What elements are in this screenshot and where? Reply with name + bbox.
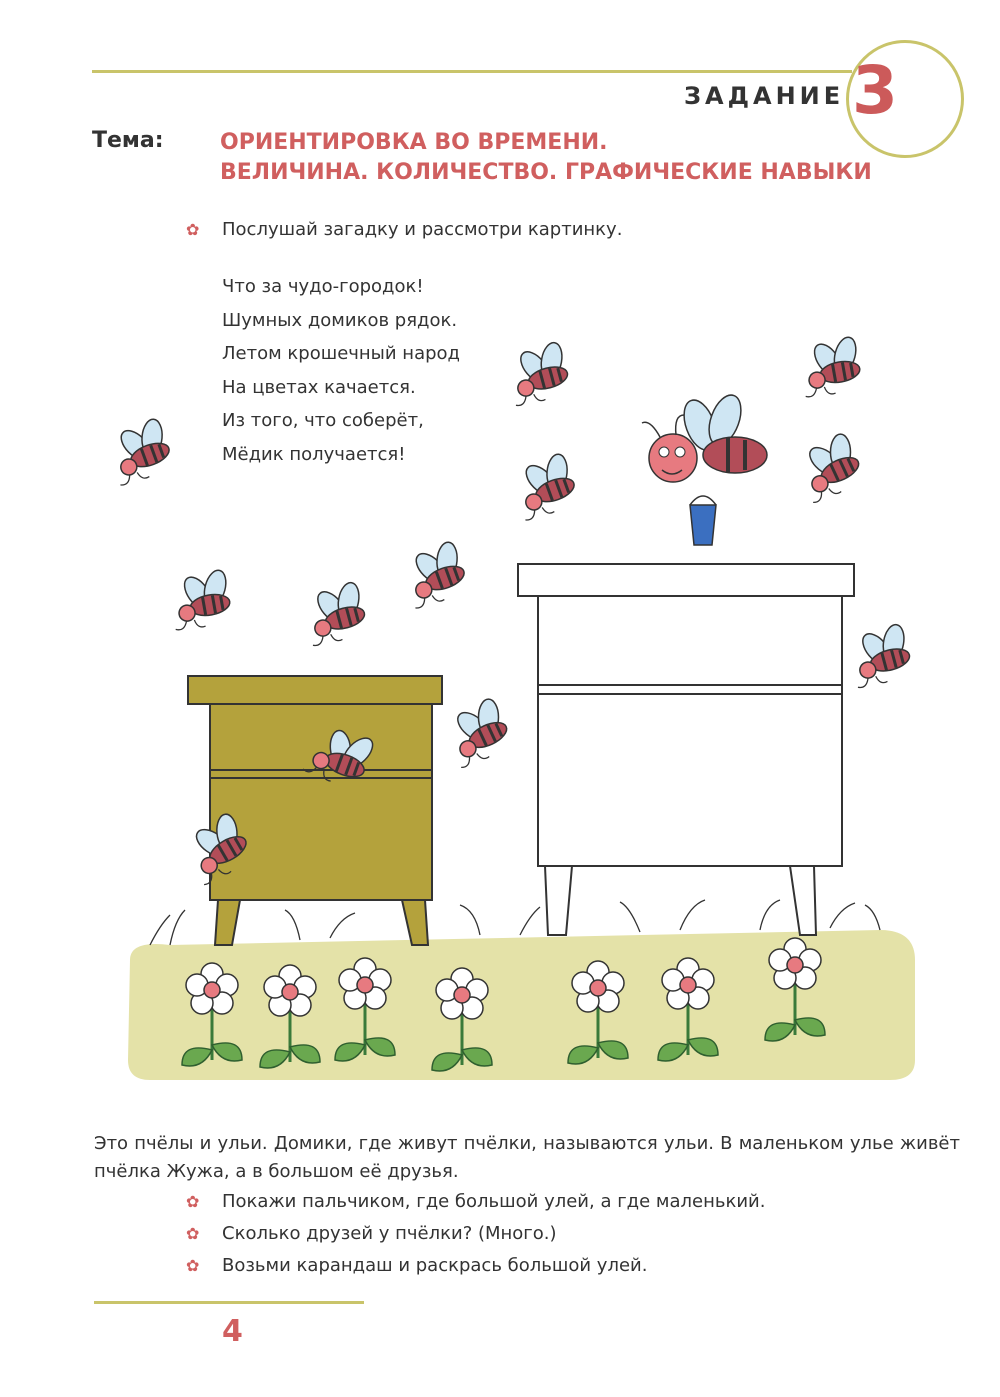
bees-and-hives-illustration [0, 300, 1000, 1100]
poem-line: Мёдик получается! [222, 443, 406, 465]
description-paragraph: Это пчёлы и ульи. Домики, где живут пчёлки, называются ульи. В маленьком улье живёт пчёлка Жужа, а в большом её друзья. [94, 1133, 960, 1182]
bee-zhuzha [642, 391, 767, 545]
small-hive [188, 676, 442, 945]
bottom-rule [94, 1301, 364, 1304]
flower-bullet-icon: ✿ [186, 1192, 200, 1211]
flower-bullet-icon: ✿ [186, 1224, 200, 1243]
theme-line-2: ВЕЛИЧИНА. КОЛИЧЕСТВО. ГРАФИЧЕСКИЕ НАВЫКИ [220, 160, 872, 185]
poem-line: Шумных домиков рядок. [222, 309, 458, 331]
intro-instruction-text: Послушай загадку и рассмотри картинку. [222, 219, 623, 240]
task-text: Возьми карандаш и раскрась большой улей. [222, 1255, 648, 1276]
theme-title [220, 128, 872, 188]
poem-line: Из того, что соберёт, [222, 410, 424, 432]
task-item [186, 1222, 557, 1246]
big-hive [518, 564, 854, 935]
page-number: 4 [222, 1314, 243, 1349]
task-number: 3 [852, 52, 898, 129]
flower-bullet-icon: ✿ [186, 1256, 200, 1275]
intro-instruction [186, 218, 623, 242]
theme-label: Тема: [92, 128, 164, 153]
flower-bullet-icon: ✿ [186, 220, 200, 239]
task-label: ЗАДАНИЕ [684, 82, 845, 110]
task-text: Сколько друзей у пчёлки? (Много.) [222, 1223, 557, 1244]
top-rule [92, 70, 852, 73]
task-text: Покажи пальчиком, где большой улей, а где маленький. [222, 1191, 766, 1212]
poem-line: Что за чудо-городок! [222, 276, 424, 297]
poem-line: Летом крошечный народ [222, 343, 460, 365]
task-item [186, 1190, 766, 1214]
poem-line: На цветах качается. [222, 376, 416, 398]
theme-line-1: ОРИЕНТИРОВКА ВО ВРЕМЕНИ. [220, 130, 608, 155]
task-item [186, 1254, 648, 1278]
